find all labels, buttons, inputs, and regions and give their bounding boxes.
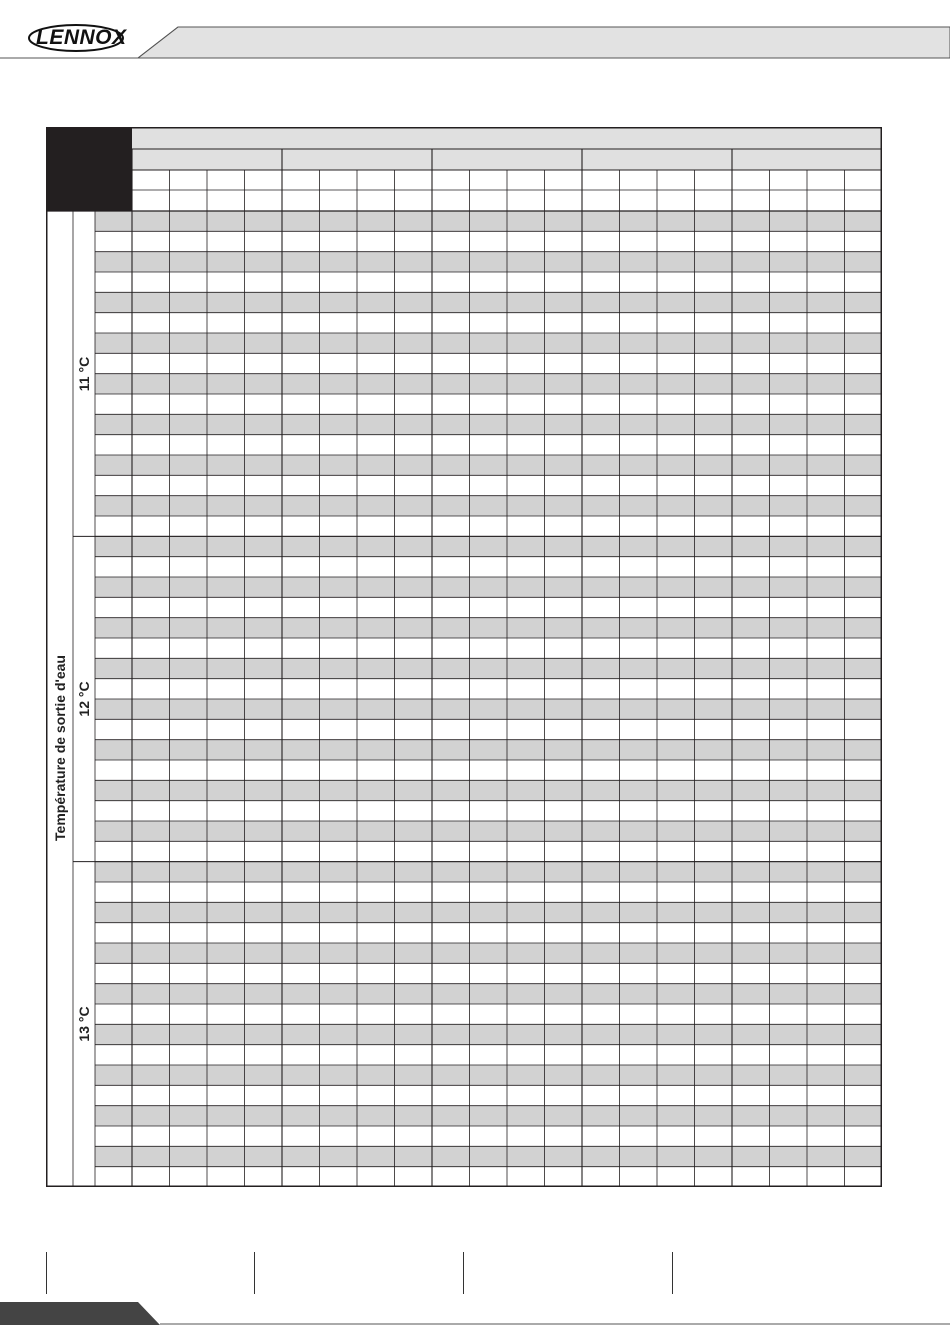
table-row xyxy=(95,740,882,760)
group-label-11: 11 °C xyxy=(76,356,92,391)
page-header xyxy=(0,0,950,62)
table-row xyxy=(95,679,882,699)
table-row xyxy=(95,1146,882,1166)
table-row xyxy=(95,455,882,475)
table-row xyxy=(95,923,882,943)
lennox-logo: LENNOX xyxy=(36,26,127,49)
table-row xyxy=(95,699,882,719)
table-row xyxy=(95,658,882,678)
group-label-13: 13 °C xyxy=(76,1006,92,1042)
table-row xyxy=(95,496,882,516)
table-row xyxy=(95,821,882,841)
table-row xyxy=(95,313,882,333)
table-row xyxy=(95,984,882,1004)
footer-divider xyxy=(254,1252,255,1294)
table-row xyxy=(95,272,882,292)
table-row xyxy=(95,211,882,231)
table-row xyxy=(95,252,882,272)
table-row xyxy=(95,902,882,922)
table-row xyxy=(95,638,882,658)
table-row xyxy=(95,374,882,394)
table-row xyxy=(95,394,882,414)
group-label-12: 12 °C xyxy=(76,681,92,717)
footer-divider xyxy=(672,1252,673,1294)
table-row xyxy=(95,943,882,963)
table-row xyxy=(95,719,882,739)
table-row xyxy=(95,435,882,455)
table-row xyxy=(95,1024,882,1044)
table-row xyxy=(95,353,882,373)
table-row xyxy=(95,557,882,577)
header-corner xyxy=(46,127,132,211)
data-table xyxy=(46,127,882,1187)
table-row xyxy=(95,1106,882,1126)
side-label: Température de sortie d'eau xyxy=(51,654,68,841)
page-footer xyxy=(0,1296,950,1344)
table-row xyxy=(95,963,882,983)
table-row xyxy=(95,760,882,780)
table-row xyxy=(95,1065,882,1085)
table-row xyxy=(95,841,882,861)
footer-divider xyxy=(463,1252,464,1294)
table-row xyxy=(95,1004,882,1024)
table-row xyxy=(95,862,882,882)
table-row xyxy=(95,536,882,556)
table-row xyxy=(95,414,882,434)
table-row xyxy=(95,1085,882,1105)
table-row xyxy=(95,618,882,638)
table-row xyxy=(95,1126,882,1146)
table-row xyxy=(95,801,882,821)
table-row xyxy=(95,1045,882,1065)
footer-divider xyxy=(46,1252,47,1294)
table-row xyxy=(95,882,882,902)
table-row xyxy=(95,333,882,353)
table-row xyxy=(95,475,882,495)
table-row xyxy=(95,1167,882,1187)
table-row xyxy=(95,292,882,312)
table-row xyxy=(95,577,882,597)
table-row xyxy=(95,516,882,536)
table-row xyxy=(95,231,882,251)
table-row xyxy=(95,597,882,617)
table-row xyxy=(95,780,882,800)
